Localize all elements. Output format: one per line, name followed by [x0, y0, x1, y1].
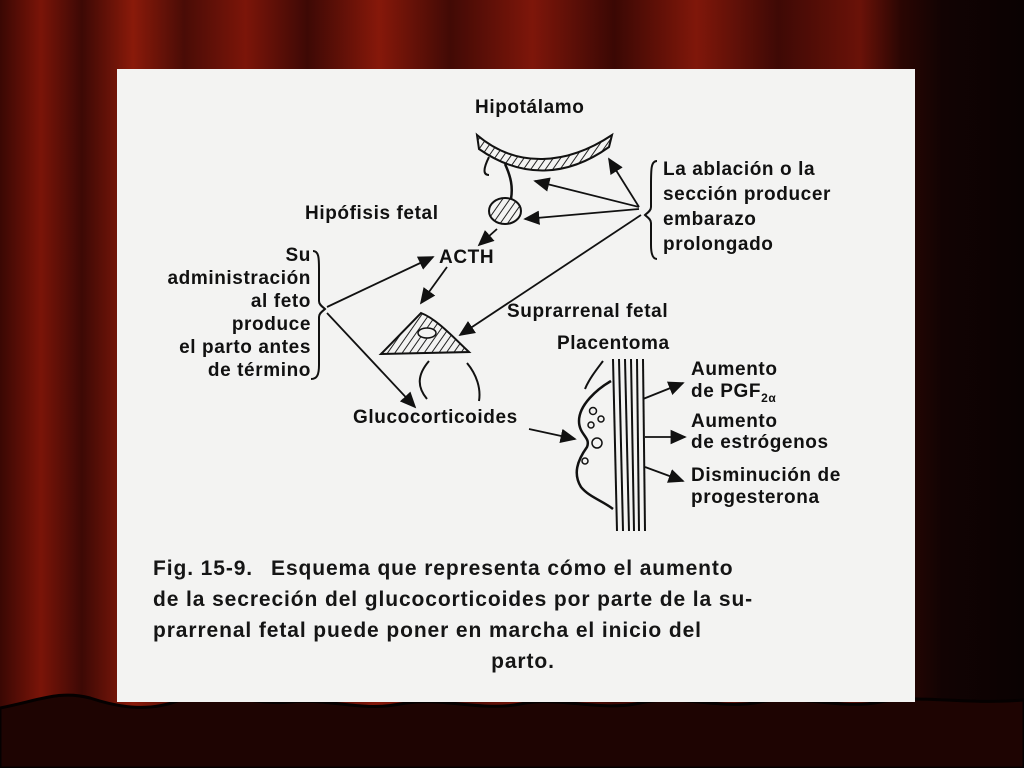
figure-number: Fig. 15-9.	[153, 557, 254, 580]
administration-brace	[311, 251, 325, 379]
estrogen-effect-line2: de estrógenos	[691, 432, 829, 453]
hypothalamus-shape	[477, 135, 612, 171]
figure-caption: Fig. 15-9. Esquema que representa cómo el aumento de la secreción del glucocorticoides por parte de la su- prarrenal fetal puede poner en marcha el inicio del parto.	[153, 557, 754, 673]
pgf-effect-line1: Aumento	[691, 359, 778, 380]
figure-slide: Hipotálamo Hipófisis fetal ACTH Suprarrenal fetal Placentoma Glucocorticoides La ablación o la sección producer embarazo prolongado Su administración al feto produce el parto antes de término Aumento de $PGF_{2\alpha}$ Aumento de estrógenos Disminución de progesterona Fig. 15-9. Esquema que representa cómo el aumento de la secreción del glucocorticoides por parte de la su- prarrenal fetal puede poner en marcha el inicio del parto.	[117, 69, 915, 702]
glucocorticoids-label: Glucocorticoides	[353, 407, 518, 428]
placentome-label: Placentoma	[557, 333, 670, 354]
ablation-brace	[645, 161, 657, 259]
progesterone-effect-line2: progesterona	[691, 487, 820, 508]
pituitary-stalk	[505, 164, 512, 199]
estrogen-effect-line1: Aumento	[691, 411, 778, 432]
pituitary-label: Hipófisis fetal	[305, 203, 439, 224]
pgf-effect-line2: de $PGF_{2\alpha}$	[691, 381, 777, 405]
adrenal-label: Suprarrenal fetal	[507, 301, 669, 322]
pituitary-gland	[489, 198, 521, 224]
acth-label: ACTH	[439, 247, 495, 268]
progesterone-effect-line1: Disminución de	[691, 465, 841, 486]
hypothalamus-label: Hipotálamo	[475, 97, 585, 118]
